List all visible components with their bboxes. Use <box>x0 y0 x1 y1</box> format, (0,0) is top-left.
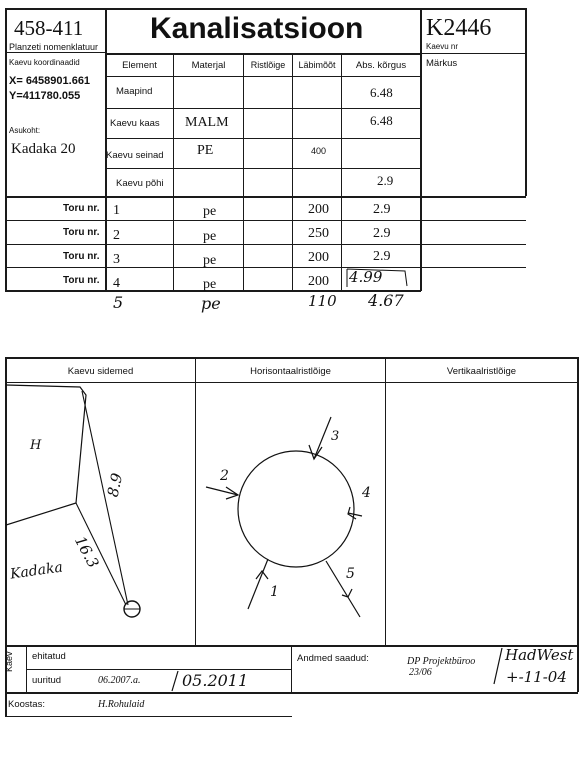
signature: HadWest <box>505 646 574 664</box>
col-notes: Märkus <box>426 58 458 69</box>
pipe-material: pe <box>203 277 217 292</box>
pipe-material: pe <box>203 253 217 268</box>
footer-side-label: Kaev <box>4 651 14 672</box>
surveyed-date-2: 05.2011 <box>182 671 249 690</box>
section-links-title: Kaevu sidemed <box>67 366 134 377</box>
pipe-label-1: 1 <box>270 584 279 600</box>
distance-b: 16.3 <box>70 533 103 571</box>
pipe-diameter: 200 <box>308 202 329 217</box>
pipe-material: pe <box>203 204 217 219</box>
pipe-label-4: 4 <box>362 485 371 501</box>
page-title: Kanalisatsioon <box>150 12 364 45</box>
pipe-number: 1 <box>113 203 120 218</box>
pipe-number: 3 <box>113 252 120 267</box>
pipe-label: Toru nr. <box>63 203 100 214</box>
data-date: 23/06 <box>409 667 432 678</box>
elevation-value: 2.9 <box>377 173 394 188</box>
author-name: H.Rohulaid <box>98 699 145 710</box>
separator-stroke <box>492 646 504 686</box>
well-outline <box>238 451 354 567</box>
pipe-material: pe <box>203 229 217 244</box>
col-cross-section: Ristlõige <box>250 60 286 70</box>
element-name: Kaevu põhi <box>116 178 164 189</box>
col-diameter: Läbimõõt <box>298 60 336 70</box>
author-label: Koostas: <box>8 699 45 710</box>
well-number: K2446 <box>426 15 492 41</box>
pipe-number: 2 <box>113 228 120 243</box>
section-vertical-title: Vertikaalristlõige <box>446 366 517 377</box>
extra-pipe-number: 5 <box>113 293 124 312</box>
location-value: Kadaka 20 <box>11 141 76 157</box>
street-label: Kadaka <box>9 559 64 583</box>
element-name: Maapind <box>116 86 153 97</box>
signature-date: +-11-04 <box>506 668 567 686</box>
pipe-diameter: 200 <box>308 250 329 265</box>
material-value: PE <box>197 143 214 158</box>
coordinates-label: Kaevu koordinaadid <box>9 58 80 67</box>
extra-pipe-material: pe <box>201 294 221 313</box>
pipe-diameter: 200 <box>308 274 329 289</box>
col-elevation: Abs. kõrgus <box>355 60 407 71</box>
section-horizontal-title: Horisontaalristlõige <box>250 366 331 377</box>
pipe-elevation: 2.9 <box>373 249 391 264</box>
elevation-value: 6.48 <box>370 113 393 128</box>
coordinate-x: X= 6458901.661 <box>9 75 91 87</box>
location-label: Asukoht: <box>9 126 41 135</box>
surveyed-label: uuritud <box>32 675 62 686</box>
pipe-diameter: 250 <box>308 226 329 241</box>
coordinate-y: Y=411780.055 <box>9 90 81 102</box>
separator-stroke <box>170 670 180 692</box>
pipe-label: Toru nr. <box>63 227 100 238</box>
nomenclature-number: 458-411 <box>14 16 84 40</box>
well-number-label: Kaevu nr <box>426 42 459 51</box>
surveyed-date: 06.2007.a. <box>98 675 141 686</box>
element-name: Kaevu kaas <box>110 118 160 129</box>
horizontal-section-sketch <box>196 383 385 645</box>
element-name: Kaevu seinad <box>106 150 164 161</box>
pipe-elevation: 4.99 <box>349 268 383 286</box>
data-source: DP Projektbüroo <box>407 656 476 667</box>
elevation-value: 6.48 <box>370 85 393 100</box>
data-source-label: Andmed saadud: <box>297 653 369 664</box>
location-sketch <box>6 383 195 645</box>
diameter-value: 400 <box>311 146 327 156</box>
handwritten-box-mark <box>345 266 411 290</box>
col-element: Element <box>122 60 157 71</box>
built-label: ehitatud <box>32 651 66 662</box>
pipe-elevation: 2.9 <box>373 202 391 217</box>
extra-pipe-diameter: 110 <box>308 292 337 310</box>
pipe-label-3: 3 <box>331 429 340 444</box>
house-label: H <box>30 438 42 453</box>
nomenclature-label: Planzeti nomenklatuur <box>9 42 99 52</box>
extra-pipe-elevation: 4.67 <box>368 291 404 310</box>
pipe-label: Toru nr. <box>63 251 100 262</box>
distance-a: 8.9 <box>103 471 127 499</box>
pipe-number: 4 <box>113 276 120 291</box>
pipe-label-5: 5 <box>346 566 355 582</box>
col-material: Materjal <box>191 60 226 71</box>
pipe-label-2: 2 <box>220 468 229 484</box>
pipe-label: Toru nr. <box>63 275 100 286</box>
material-value: MALM <box>185 115 229 130</box>
pipe-elevation: 2.9 <box>373 226 391 241</box>
